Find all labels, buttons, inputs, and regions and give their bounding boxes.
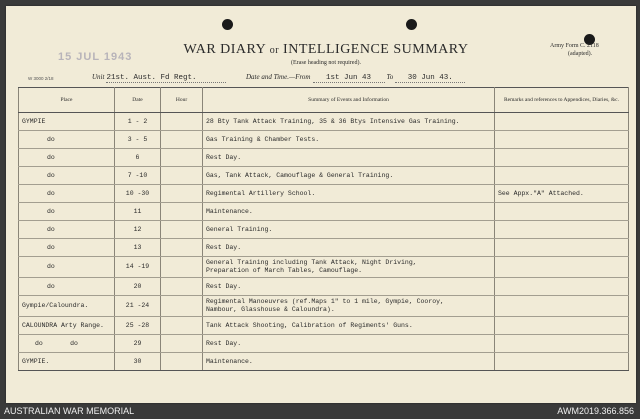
cell-remarks	[495, 167, 629, 185]
diary-table	[18, 87, 629, 371]
cell-summary: Rest Day.	[203, 335, 495, 353]
cell-summary: Maintenance.	[203, 353, 495, 371]
cell-remarks	[495, 203, 629, 221]
cell-place: GYMPIE	[19, 113, 115, 131]
cell-summary: Gas Training & Chamber Tests.	[203, 131, 495, 149]
cell-date: 13	[115, 239, 161, 257]
column-header-date: Date	[115, 88, 161, 113]
cell-hour	[161, 353, 203, 371]
table-row	[19, 185, 629, 203]
diary-sheet	[6, 6, 636, 403]
cell-hour	[161, 131, 203, 149]
cell-date: 29	[115, 335, 161, 353]
title-or: or	[269, 45, 280, 56]
army-form-label	[550, 42, 636, 58]
table-header-row	[19, 88, 629, 113]
cell-remarks	[495, 149, 629, 167]
cell-summary-line-2: Nambour, Glasshouse & Caloundra).	[206, 306, 335, 313]
table-row	[19, 335, 629, 353]
cell-remarks	[495, 239, 629, 257]
column-header-hour: Hour	[161, 88, 203, 113]
cell-date: 12	[115, 221, 161, 239]
column-header-place: Place	[19, 88, 115, 113]
cell-hour	[161, 149, 203, 167]
received-date-stamp: 15 JUL 1943	[58, 51, 133, 63]
unit-field	[92, 72, 226, 83]
cell-remarks	[495, 296, 629, 317]
cell-place: do	[19, 167, 115, 185]
cell-summary-line-1: Regimental Manoeuvres (ref.Maps 1" to 1 mile, Gympie, Cooroy,	[206, 298, 444, 305]
cell-hour	[161, 239, 203, 257]
table-row	[19, 257, 629, 278]
unit-label: Unit	[92, 73, 105, 81]
cell-place: do	[19, 278, 115, 296]
page-title	[106, 42, 546, 58]
cell-date: 11	[115, 203, 161, 221]
cell-place: do	[19, 149, 115, 167]
cell-place: do	[19, 203, 115, 221]
cell-date: 10 -30	[115, 185, 161, 203]
cell-place: do	[19, 257, 115, 278]
cell-summary-line-1: General Training including Tank Attack, Night Driving,	[206, 259, 417, 266]
cell-summary-line-2: Preparation of March Tables, Camouflage.	[206, 267, 363, 274]
table-row	[19, 221, 629, 239]
table-row	[19, 149, 629, 167]
binder-hole-middle	[406, 19, 417, 30]
cell-place: do do	[19, 335, 115, 353]
table-row	[19, 317, 629, 335]
table-row	[19, 113, 629, 131]
cell-summary: 28 Bty Tank Attack Training, 35 & 36 Btys Intensive Gas Training.	[203, 113, 495, 131]
army-form-number: Army Form C. 2118	[550, 43, 599, 49]
table-row	[19, 203, 629, 221]
cell-date: 25 -28	[115, 317, 161, 335]
page-subtitle: (Erase heading not required).	[291, 60, 361, 66]
date-to-value: 30 Jun 43.	[395, 74, 465, 83]
cell-remarks	[495, 278, 629, 296]
cell-place: do	[19, 131, 115, 149]
cell-place: CALOUNDRA Arty Range.	[19, 317, 115, 335]
cell-summary	[203, 257, 495, 278]
cell-remarks	[495, 317, 629, 335]
cell-remarks	[495, 257, 629, 278]
cell-hour	[161, 296, 203, 317]
unit-value: 21st. Aust. Fd Regt.	[106, 74, 226, 83]
cell-hour	[161, 167, 203, 185]
table-row	[19, 239, 629, 257]
cell-hour	[161, 278, 203, 296]
date-to-label: To	[386, 73, 394, 81]
cell-summary: Tank Attack Shooting, Calibration of Regiments' Guns.	[203, 317, 495, 335]
date-range-field	[246, 72, 465, 83]
archive-name: AUSTRALIAN WAR MEMORIAL	[4, 406, 135, 416]
cell-date: 6	[115, 149, 161, 167]
cell-summary: Rest Day.	[203, 149, 495, 167]
cell-hour	[161, 203, 203, 221]
cell-remarks	[495, 131, 629, 149]
table-row	[19, 296, 629, 317]
cell-remarks	[495, 221, 629, 239]
cell-date: 20	[115, 278, 161, 296]
cell-hour	[161, 257, 203, 278]
table-row	[19, 131, 629, 149]
cell-date: 14 -19	[115, 257, 161, 278]
cell-hour	[161, 185, 203, 203]
cell-summary: General Training.	[203, 221, 495, 239]
date-from-label: Date and Time.—From	[246, 73, 311, 81]
cell-summary: Rest Day.	[203, 278, 495, 296]
cell-summary: Regimental Artillery School.	[203, 185, 495, 203]
archive-reference: AWM2019.366.856	[557, 406, 634, 416]
column-header-remarks: Remarks and references to Appendices, Diaries, &c.	[495, 88, 629, 113]
title-intelligence-summary: INTELLIGENCE SUMMARY	[283, 42, 469, 57]
cell-remarks	[495, 113, 629, 131]
archive-caption-bar	[0, 405, 640, 419]
column-header-summary: Summary of Events and Information	[203, 88, 495, 113]
cell-date: 1 - 2	[115, 113, 161, 131]
cell-remarks	[495, 353, 629, 371]
print-code: W 3000 2/18	[28, 76, 54, 81]
cell-summary: Maintenance.	[203, 203, 495, 221]
cell-place: Gympie/Caloundra.	[19, 296, 115, 317]
binder-hole-left	[222, 19, 233, 30]
cell-hour	[161, 113, 203, 131]
cell-place: do	[19, 185, 115, 203]
cell-date: 7 -10	[115, 167, 161, 185]
table-row	[19, 278, 629, 296]
cell-hour	[161, 317, 203, 335]
title-war-diary: WAR DIARY	[183, 42, 266, 57]
table-row	[19, 167, 629, 185]
cell-date: 21 -24	[115, 296, 161, 317]
cell-hour	[161, 335, 203, 353]
army-form-adapted: (adapted).	[568, 51, 593, 57]
cell-hour	[161, 221, 203, 239]
cell-remarks	[495, 335, 629, 353]
cell-place: do	[19, 239, 115, 257]
cell-place: do	[19, 221, 115, 239]
cell-summary: Gas, Tank Attack, Camouflage & General Training.	[203, 167, 495, 185]
date-from-value: 1st Jun 43	[313, 74, 385, 83]
cell-date: 30	[115, 353, 161, 371]
cell-place: GYMPIE.	[19, 353, 115, 371]
cell-date: 3 - 5	[115, 131, 161, 149]
cell-summary: Rest Day.	[203, 239, 495, 257]
cell-summary	[203, 296, 495, 317]
cell-remarks: See Appx."A" Attached.	[495, 185, 629, 203]
table-row	[19, 353, 629, 371]
